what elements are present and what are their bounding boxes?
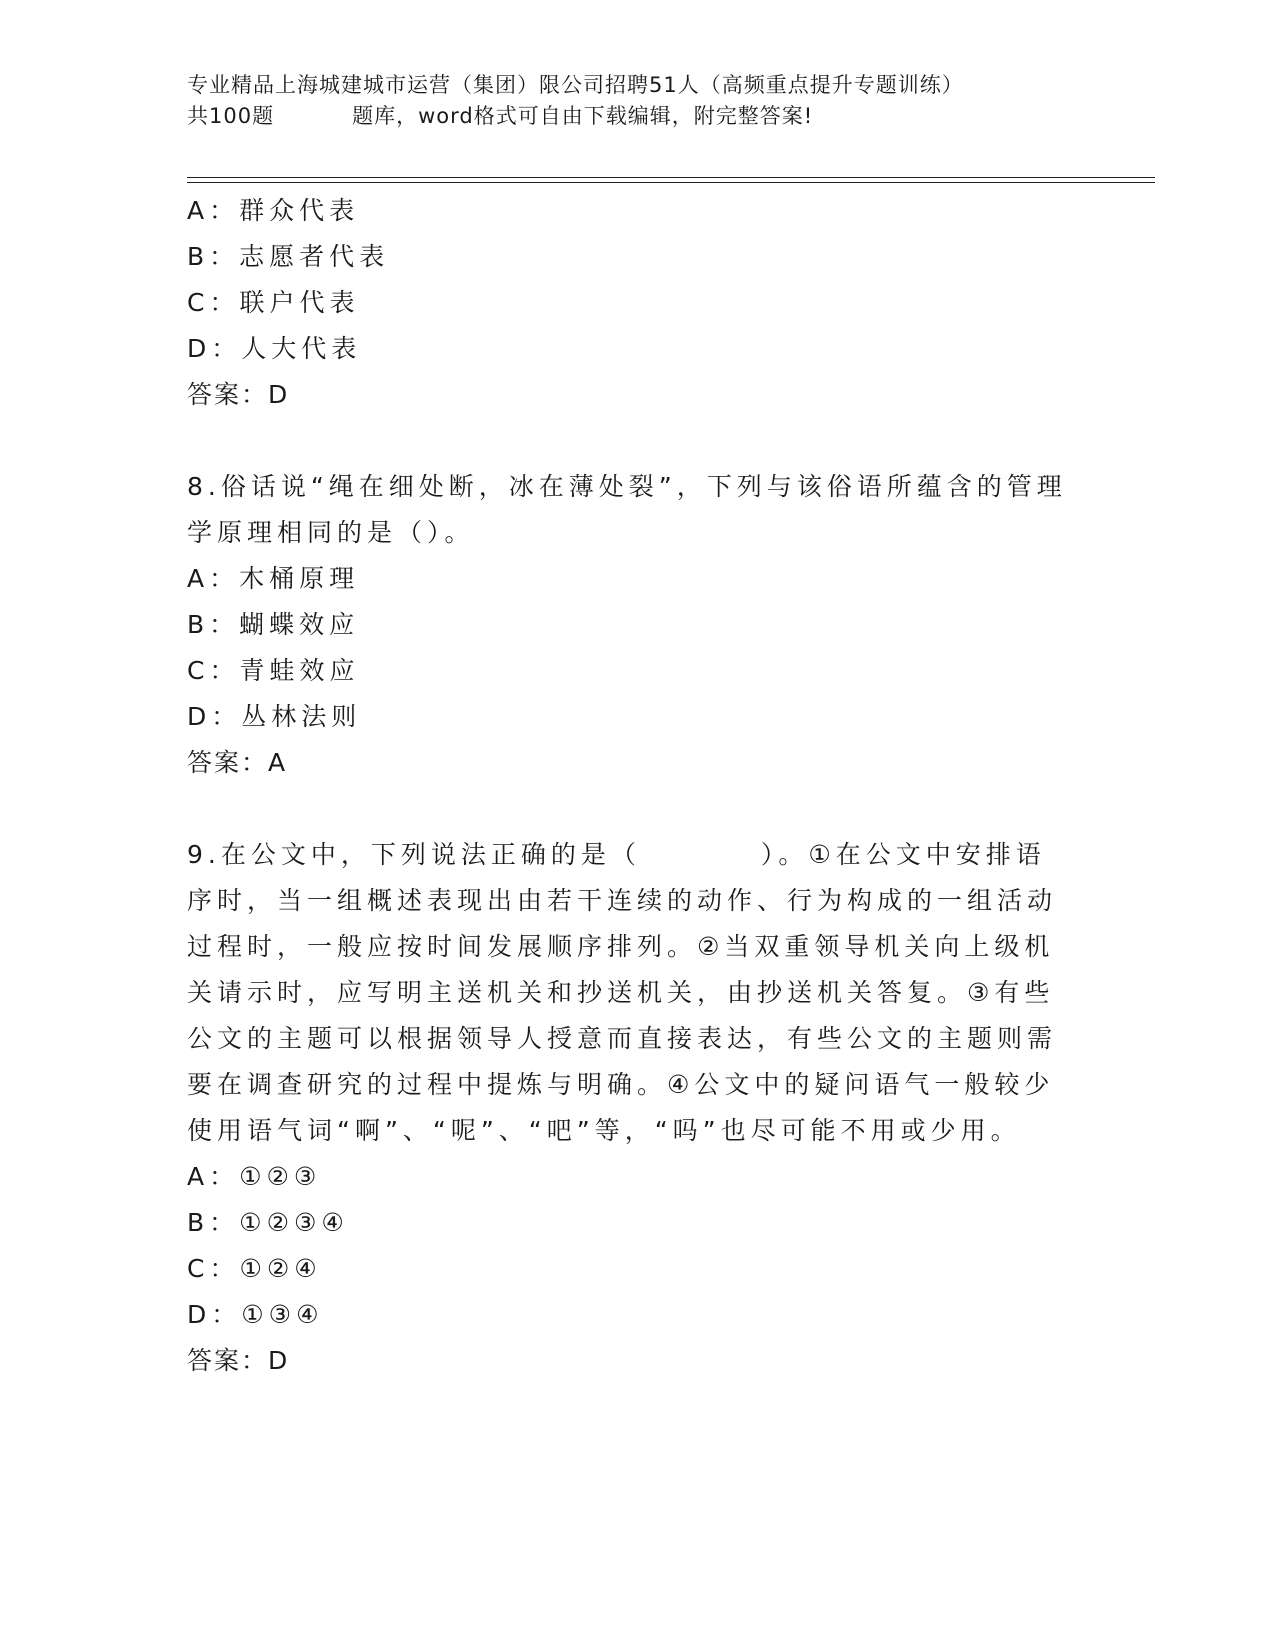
spacer (187, 786, 1067, 832)
q8-option-d: D：丛林法则 (187, 702, 362, 731)
question-9 (187, 832, 1067, 1384)
q9-option-c: C：①②④ (187, 1254, 322, 1283)
q9-option-d: D：①③④ (187, 1300, 324, 1329)
question-8 (187, 464, 1067, 786)
q8-option-a: A：木桶原理 (187, 564, 360, 593)
q8-option-b: B：蝴蝶效应 (187, 610, 360, 639)
q7-option-a: A：群众代表 (187, 196, 360, 225)
q9-answer: 答案：D (187, 1346, 290, 1375)
header-divider-bottom (187, 182, 1155, 183)
q8-option-c: C：青蛙效应 (187, 656, 360, 685)
q7-option-d: D：人大代表 (187, 334, 362, 363)
q9-option-b: B：①②③④ (187, 1208, 349, 1237)
q9-stem (187, 832, 1067, 1154)
q9-stem-rest: ）。①在公文中安排语序时，当一组概述表现出由若干连续的动作、行为构成的一组活动过程时，一般应按时间发展顺序排列。②当双重领导机关向上级机关请示时，应写明主送机关和抄送机关，由抄送机关答复。③有些公文的主题可以根据领导人授意而直接表达，有些公文的主题则需要在调查研究的过程中提炼与明确。④公文中的疑问语气一般较少使用语气词“啊”、“呢”、“吧”等，“吗”也尽可能不用或少用。 (187, 840, 1058, 1145)
header-question-count: 共100题 (187, 104, 275, 128)
question-7 (187, 188, 1067, 418)
q7-option-c: C：联户代表 (187, 288, 360, 317)
q9-stem-start: 9.在公文中，下列说法正确的是（ (187, 840, 641, 869)
q9-option-a: A：①②③ (187, 1162, 322, 1191)
document-header (187, 70, 1087, 132)
header-divider-top (187, 177, 1155, 178)
header-description: 题库，word格式可自由下载编辑，附完整答案! (352, 104, 814, 128)
header-title-line2 (187, 101, 1087, 132)
spacer (187, 418, 1067, 464)
header-title-line1: 专业精品上海城建城市运营（集团）限公司招聘51人（高频重点提升专题训练） (187, 73, 964, 97)
q7-option-b: B：志愿者代表 (187, 242, 390, 271)
q7-answer: 答案：D (187, 380, 290, 409)
q8-stem-line1: 8.俗话说“绳在细处断，冰在薄处裂”，下列与该俗语所蕴含的管理 (187, 472, 1067, 501)
q8-stem-line2: 学原理相同的是（）。 (187, 518, 475, 547)
q8-answer: 答案：A (187, 748, 288, 777)
document-body (187, 188, 1067, 1384)
